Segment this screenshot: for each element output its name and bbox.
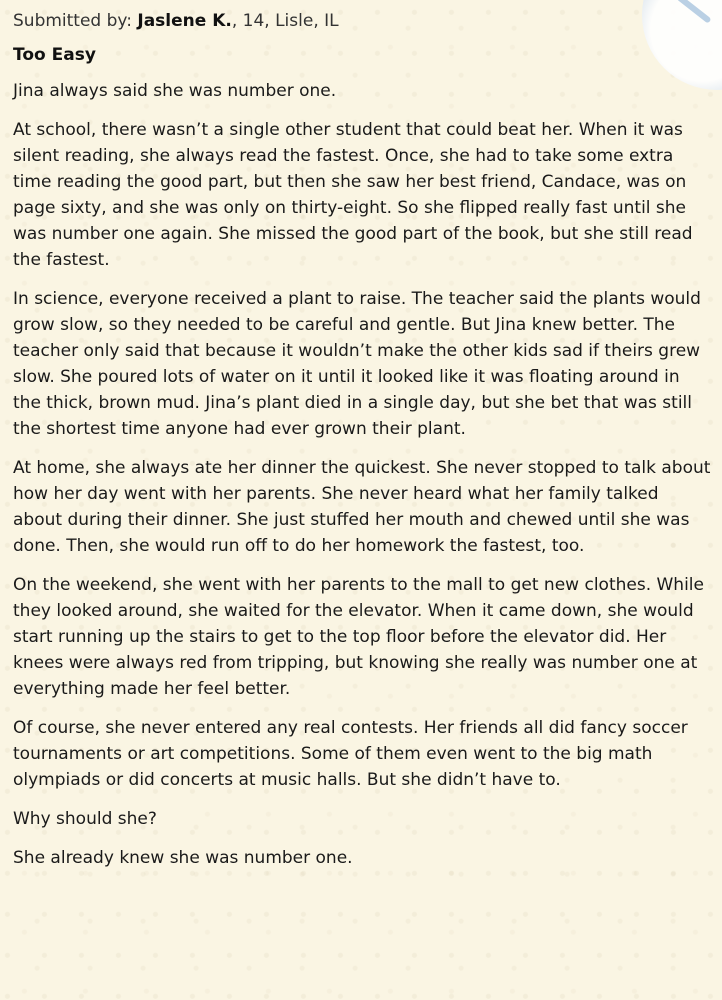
story-paragraph-6: Of course, she never entered any real contests. Her friends all did fancy soccer tournaments or art competitions. Some of them even went to the big math olympiads or did concerts at music halls. But she didn’t have to. <box>13 718 688 790</box>
author-details: , 14, Lisle, IL <box>231 11 339 31</box>
story-paragraph-7: Why should she? <box>13 809 157 829</box>
story-paragraph-1: Jina always said she was number one. <box>13 81 337 101</box>
story-paragraph-8: She already knew she was number one. <box>13 848 353 868</box>
submission-byline <box>13 8 711 34</box>
story-paragraph-2: At school, there wasn’t a single other student that could beat her. When it was silent reading, she always read the fastest. Once, she had to take some extra time reading the good part, but then she saw her best friend, Candace, was on page sixty, and she was only on thirty-eight. So she flipped really fast until she was number one again. She missed the good part of the book, but she still read the fastest. <box>13 120 693 270</box>
story-title: Too Easy <box>13 45 96 65</box>
story-container <box>13 8 711 884</box>
author-name: Jaslene K. <box>137 11 232 31</box>
story-paragraph-5: On the weekend, she went with her parents to the mall to get new clothes. While they looked around, she waited for the elevator. When it came down, she would start running up the stairs to get to the top floor before the elevator did. Her knees were always red from tripping, but knowing she really was number one at everything made her feel better. <box>13 575 704 699</box>
story-paragraph-4: At home, she always ate her dinner the quickest. She never stopped to talk about how her day went with her parents. She never heard what her family talked about during their dinner. She just stuffed her mouth and chewed until she was done. Then, she would run off to do her homework the fastest, too. <box>13 458 711 556</box>
submitted-by-label: Submitted by: <box>13 11 132 31</box>
story-paragraph-3: In science, everyone received a plant to raise. The teacher said the plants would grow slow, so they needed to be careful and gentle. But Jina knew better. The teacher only said that because it wouldn’t make the other kids sad if theirs grew slow. She poured lots of water on it until it looked like it was floating around in the thick, brown mud. Jina’s plant died in a single day, but she bet that was still the shortest time anyone had ever grown their plant. <box>13 289 701 439</box>
